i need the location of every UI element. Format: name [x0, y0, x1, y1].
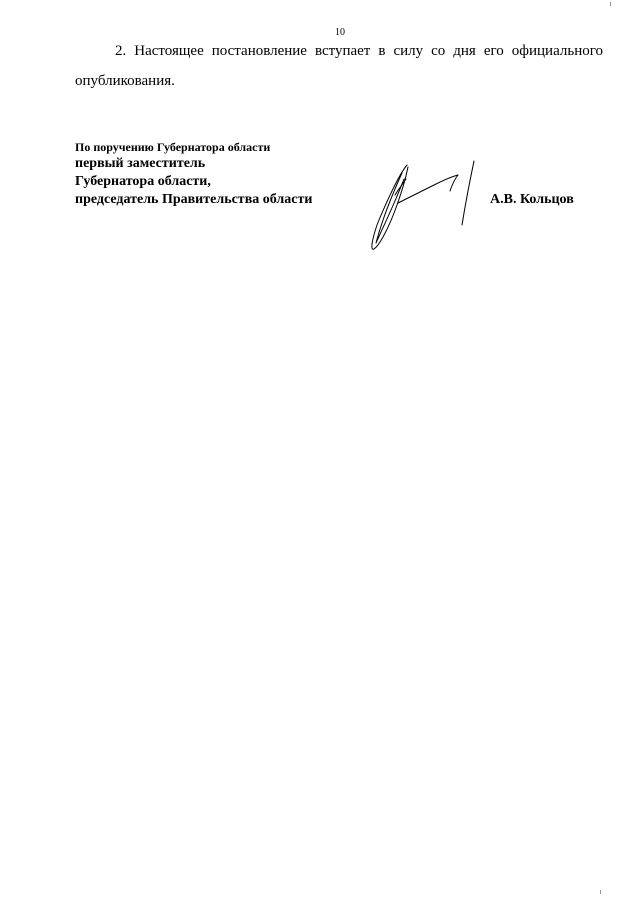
scan-mark-bottom: [600, 890, 601, 894]
signature-block: [75, 139, 312, 209]
signer-name: А.В. Кольцов: [490, 192, 574, 207]
signature-authority-line: По поручению Губернатора области: [75, 140, 271, 154]
resolution-paragraph: [75, 36, 603, 96]
handwritten-signature: [362, 155, 482, 260]
signature-position-line-3: председатель Правительства области: [75, 192, 313, 207]
paragraph-first-line: 2. Настоящее постановление вступает в силу со дня его официального: [115, 43, 603, 59]
page-number: 10: [335, 27, 345, 38]
paragraph-second-line: опубликования.: [75, 73, 175, 89]
signature-position-line-1: первый заместитель: [75, 156, 206, 171]
scan-mark-top: [610, 2, 611, 6]
signature-position-line-2: Губернатора области,: [75, 174, 211, 189]
